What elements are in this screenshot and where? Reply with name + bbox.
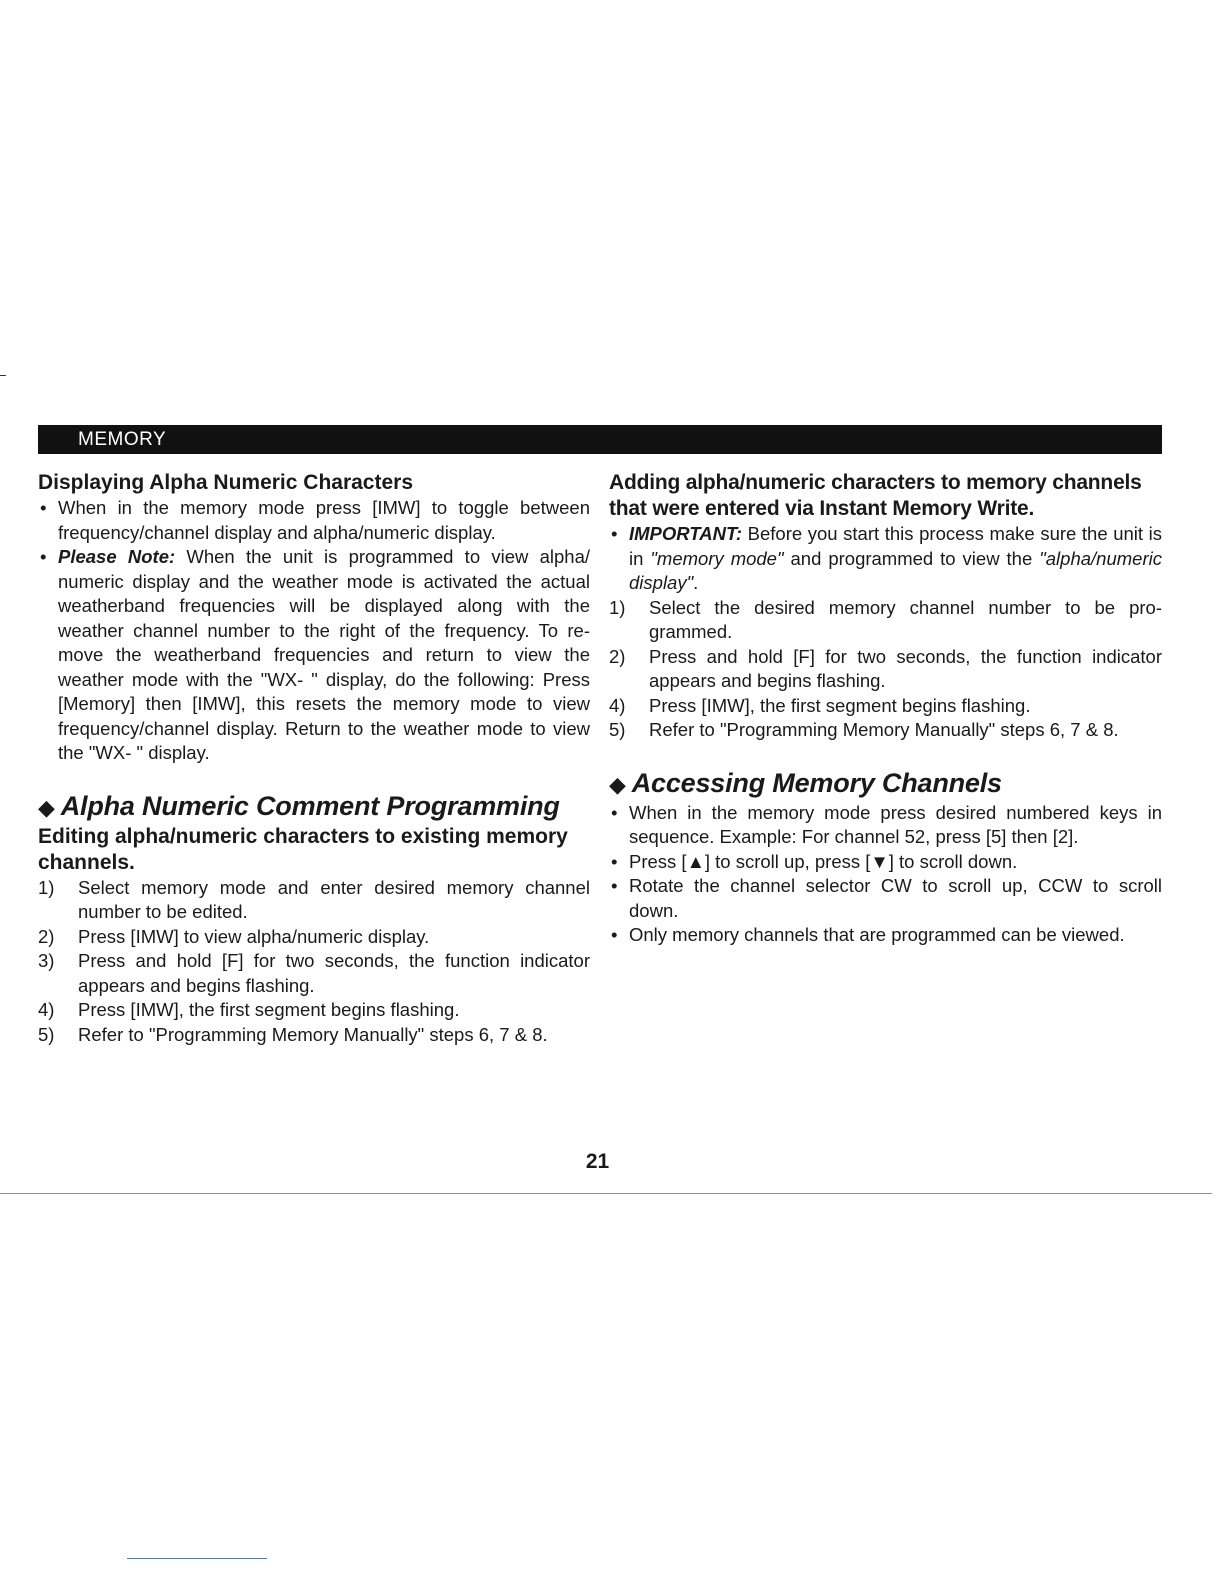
- left-column: [38, 470, 590, 1047]
- bullet-dot: •: [611, 523, 618, 544]
- list-item: [609, 923, 1162, 948]
- list-item: [38, 998, 590, 1023]
- page-number: 21: [585, 1150, 610, 1173]
- page-divider-line: [0, 1193, 1212, 1194]
- step-number: 5): [609, 719, 626, 740]
- step-number: 4): [38, 999, 55, 1020]
- right-section2-bullets: [609, 801, 1162, 948]
- bullet-text: Only memory channels that are programmed can be viewed.: [629, 924, 1125, 945]
- important-text: and programmed to view the: [783, 547, 1040, 569]
- step-number: 1): [609, 596, 626, 618]
- bullet-dot: •: [40, 546, 47, 567]
- section-header-bar: [38, 425, 1162, 454]
- note-label: Please Note:: [58, 546, 176, 567]
- important-text: Before you start this process make sure the unit is in: [629, 523, 1162, 569]
- heading-accessing-memory-channels: [609, 767, 1162, 801]
- bullet-text: Press [▲] to scroll up, press [▼] to scroll down.: [629, 850, 1018, 872]
- step-text: Select memory mode and enter desired memory channel number to be edited.: [78, 876, 590, 922]
- bullet-text: When in the memory mode press [IMW] to toggle between frequency/channel display and alpha/numeric display.: [58, 497, 590, 543]
- step-number: 1): [38, 876, 55, 898]
- list-item: [38, 925, 590, 950]
- bullet-dot: •: [611, 875, 618, 896]
- list-item: [609, 801, 1162, 850]
- diamond-icon: ◆: [609, 771, 626, 797]
- step-text: Select the desired memory channel number to be pro-grammed.: [649, 596, 1162, 642]
- important-label: IMPORTANT:: [629, 523, 743, 544]
- bullet-text: When the unit is programmed to view alpha/ numeric display and the weather mode is activated the actual weatherband frequencies will be displayed along with the weather channel number to the right of the frequency. To re-move the weatherband frequencies and return to view the weather mode with the "WX- " display, do the following: Press [Memory] then [IMW], this resets the memory mode to view frequency/channel display. Return to the weather mode to view the "WX- " display.: [58, 546, 591, 763]
- step-number: 4): [609, 694, 626, 716]
- list-item: [609, 596, 1162, 645]
- edge-mark: [0, 375, 6, 376]
- right-section1-bullets: [609, 522, 1162, 596]
- step-number: 5): [38, 1023, 55, 1045]
- list-item: [38, 876, 590, 925]
- bullet-dot: •: [40, 497, 47, 518]
- step-number: 3): [38, 950, 55, 971]
- section-header-title: MEMORY: [78, 429, 167, 450]
- left-section2-steps: [38, 876, 590, 1048]
- step-text: Press [IMW], the first segment begins flashing.: [649, 694, 1031, 716]
- step-text: Press [IMW], the first segment begins flashing.: [78, 999, 460, 1020]
- list-item: [609, 718, 1162, 743]
- list-item: [38, 949, 590, 998]
- step-text: Press [IMW] to view alpha/numeric display.: [78, 925, 430, 947]
- step-number: 2): [609, 645, 626, 667]
- heading-text: Accessing Memory Channels: [631, 767, 1002, 798]
- footer-rule: [127, 1558, 267, 1559]
- bullet-dot: •: [611, 850, 618, 872]
- step-number: 2): [38, 925, 55, 947]
- bullet-text: When in the memory mode press desired numbered keys in sequence. Example: For channel 52, press [5] then [2].: [629, 801, 1162, 847]
- bullet-dot: •: [611, 924, 618, 945]
- diamond-icon: ◆: [38, 794, 55, 820]
- important-italic: "memory mode": [650, 547, 784, 569]
- subheading-editing-alpha-numeric: Editing alpha/numeric characters to existing memory channels.: [38, 824, 568, 874]
- list-item: [38, 1023, 590, 1048]
- heading-alpha-numeric-comment-programming: [38, 790, 590, 824]
- right-section1-steps: [609, 596, 1162, 743]
- bullet-text: Rotate the channel selector CW to scroll up, CCW to scroll down.: [629, 875, 1162, 921]
- right-column: [609, 470, 1162, 948]
- important-italic: "alpha/numeric display": [629, 547, 1162, 593]
- left-section1-bullets: [38, 496, 590, 766]
- step-text: Press and hold [F] for two seconds, the function indicator appears and begins flashing.: [649, 645, 1162, 691]
- list-item: [609, 645, 1162, 694]
- spacer: [38, 766, 590, 790]
- list-item: [38, 545, 590, 766]
- spacer: [609, 743, 1162, 767]
- step-text: Refer to "Programming Memory Manually" steps 6, 7 & 8.: [649, 719, 1119, 740]
- list-item: [609, 694, 1162, 719]
- list-item: [609, 522, 1162, 596]
- heading-displaying-alpha-numeric: Displaying Alpha Numeric Characters: [38, 471, 414, 494]
- step-text: Press and hold [F] for two seconds, the function indicator appears and begins flashing.: [78, 950, 590, 996]
- step-text: Refer to "Programming Memory Manually" steps 6, 7 & 8.: [78, 1023, 548, 1045]
- list-item: [38, 496, 590, 545]
- bullet-dot: •: [611, 801, 618, 823]
- heading-adding-alpha-numeric: Adding alpha/numeric characters to memory channels that were entered via Instant Memory Write.: [609, 471, 1142, 520]
- list-item: [609, 874, 1162, 923]
- list-item: [609, 850, 1162, 875]
- important-text: .: [693, 572, 699, 593]
- heading-text: Alpha Numeric Comment Programming: [60, 790, 560, 821]
